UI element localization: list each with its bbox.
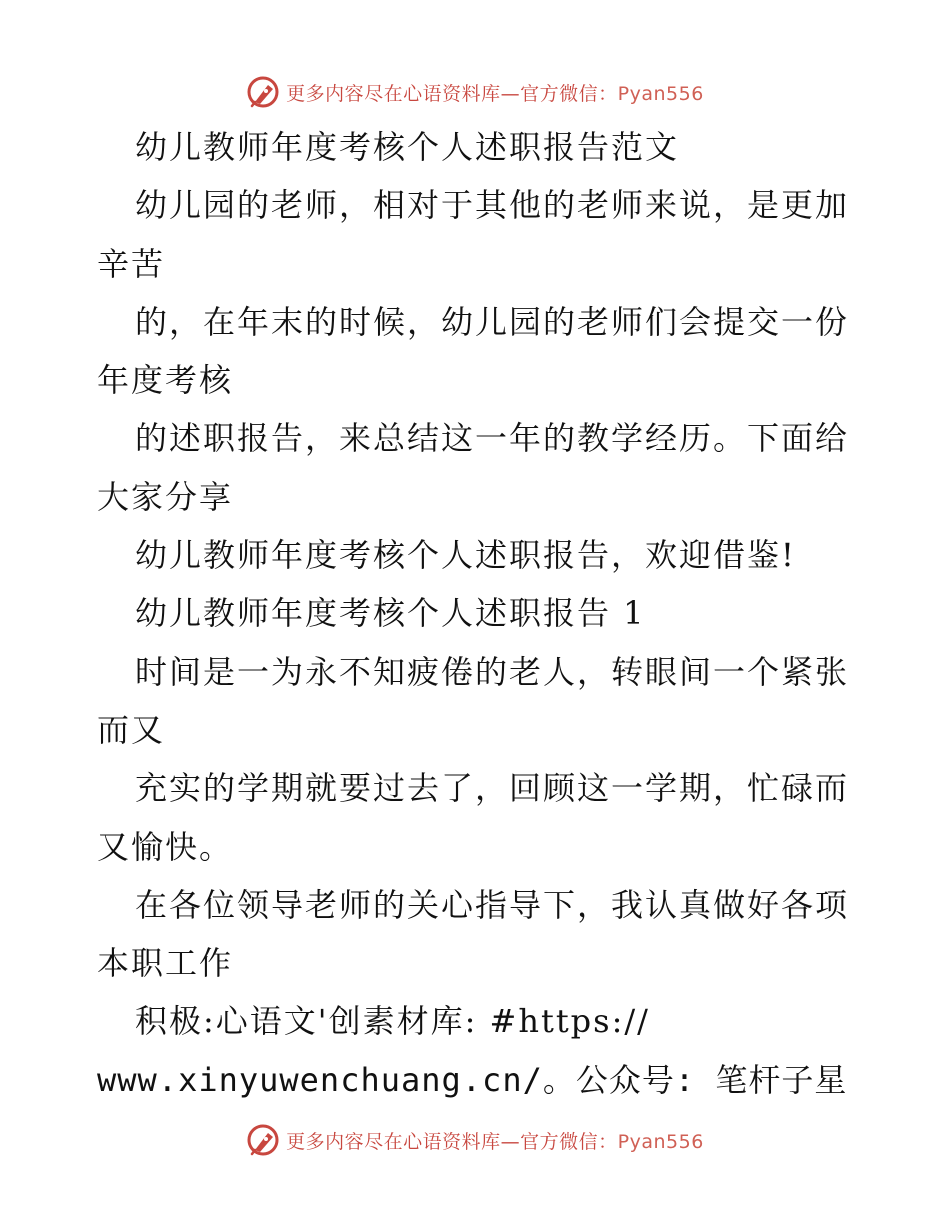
text-line: 幼儿教师年度考核个人述职报告范文 — [135, 128, 680, 166]
footer-wechat-id: Pyan556 — [617, 1130, 704, 1153]
header-watermark-banner — [0, 72, 950, 112]
text-line: 辛苦 — [97, 244, 166, 283]
text-line: 又愉快。 — [97, 827, 234, 866]
document-body — [97, 118, 867, 1109]
text-line: 幼儿教师年度考核个人述职报告 1 — [135, 594, 646, 633]
text-line: 幼儿教师年度考核个人述职报告，欢迎借鉴! — [135, 536, 796, 575]
text-line: 年度考核 — [97, 361, 234, 400]
footer-watermark-label: 更多内容尽在心语资料库—官方微信： — [286, 1130, 618, 1153]
header-watermark-text — [286, 79, 704, 106]
text-line: 的，在年末的时候，幼儿园的老师们会提交一份 — [135, 302, 850, 341]
text-line: 时间是一为永不知疲倦的老人，转眼间一个紧张 — [135, 652, 850, 691]
pen-nib-logo-icon — [246, 75, 280, 109]
footer-watermark-banner — [0, 1120, 950, 1160]
header-wechat-id: Pyan556 — [617, 82, 704, 105]
footer-watermark-text — [286, 1127, 704, 1154]
text-line: 的述职报告，来总结这一年的教学经历。下面给 — [135, 419, 850, 458]
header-watermark-label: 更多内容尽在心语资料库—官方微信： — [286, 82, 618, 105]
text-line: 充实的学期就要过去了，回顾这一学期，忙碌而 — [135, 769, 850, 808]
text-line: 而又 — [97, 710, 166, 749]
text-line: 本职工作 — [97, 944, 234, 983]
text-line: 积极:心语文'创素材库: #https:// — [135, 1002, 650, 1041]
text-line: 在各位领导老师的关心指导下，我认真做好各项 — [135, 885, 850, 924]
text-line: 大家分享 — [97, 477, 234, 516]
pen-nib-logo-icon — [246, 1123, 280, 1157]
text-line-url: www.xinyuwenchuang.cn/。公众号: 笔杆子星 — [97, 1060, 848, 1099]
text-line: 幼儿园的老师，相对于其他的老师来说，是更加 — [135, 186, 850, 225]
